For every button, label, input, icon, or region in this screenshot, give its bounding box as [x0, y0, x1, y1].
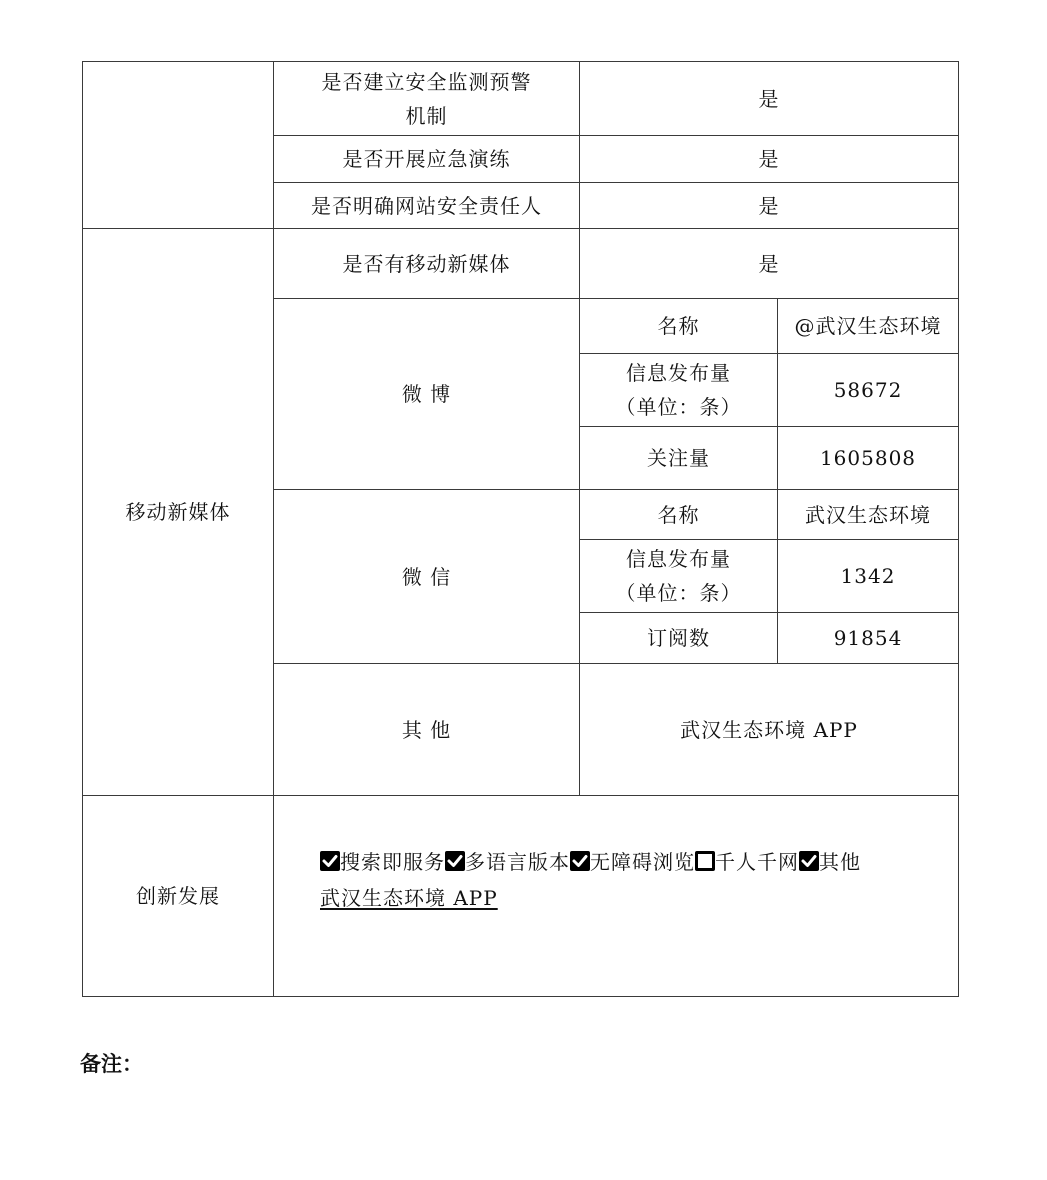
checkbox-checked-icon	[570, 851, 590, 871]
owner-answer: 是	[580, 183, 959, 229]
other-media-value: 武汉生态环境 APP	[580, 664, 959, 796]
weibo-posts-label: 信息发布量 （单位：条）	[580, 354, 778, 427]
weibo-name-label: 名称	[580, 299, 778, 354]
option-search-service[interactable]: 搜索即服务	[320, 850, 445, 874]
owner-question: 是否明确网站安全责任人	[274, 183, 580, 229]
drill-question: 是否开展应急演练	[274, 136, 580, 183]
other-media-label: 其 他	[274, 664, 580, 796]
wechat-name: 武汉生态环境	[778, 490, 959, 540]
option-personalized[interactable]: 千人千网	[695, 850, 799, 874]
innovation-other-text: 武汉生态环境 APP	[320, 886, 498, 910]
remark-label: 备注：	[80, 1052, 143, 1076]
empty-section-cell	[83, 62, 274, 229]
weibo-followers-value: 1605808	[778, 427, 959, 490]
drill-answer: 是	[580, 136, 959, 183]
has-new-media-answer: 是	[580, 229, 959, 299]
option-multilingual[interactable]: 多语言版本	[445, 850, 570, 874]
weibo-name: @武汉生态环境	[778, 299, 959, 354]
report-table	[82, 61, 959, 997]
wechat-label: 微 信	[274, 490, 580, 664]
checkbox-checked-icon	[320, 851, 340, 871]
new-media-section-label: 移动新媒体	[83, 229, 274, 796]
wechat-posts-value: 1342	[778, 540, 959, 613]
option-accessibility[interactable]: 无障碍浏览	[570, 850, 695, 874]
warning-question: 是否建立安全监测预警 机制	[274, 62, 580, 136]
innovation-options	[274, 796, 959, 997]
checkbox-unchecked-icon	[695, 851, 715, 871]
weibo-followers-label: 关注量	[580, 427, 778, 490]
wechat-posts-label: 信息发布量 （单位：条）	[580, 540, 778, 613]
checkbox-checked-icon	[445, 851, 465, 871]
option-other[interactable]: 其他	[799, 850, 861, 874]
wechat-subscribers-label: 订阅数	[580, 613, 778, 664]
weibo-posts-value: 58672	[778, 354, 959, 427]
wechat-subscribers-value: 91854	[778, 613, 959, 664]
has-new-media-question: 是否有移动新媒体	[274, 229, 580, 299]
weibo-label: 微 博	[274, 299, 580, 490]
wechat-name-label: 名称	[580, 490, 778, 540]
checkbox-checked-icon	[799, 851, 819, 871]
innovation-section-label: 创新发展	[83, 796, 274, 997]
warning-answer: 是	[580, 62, 959, 136]
